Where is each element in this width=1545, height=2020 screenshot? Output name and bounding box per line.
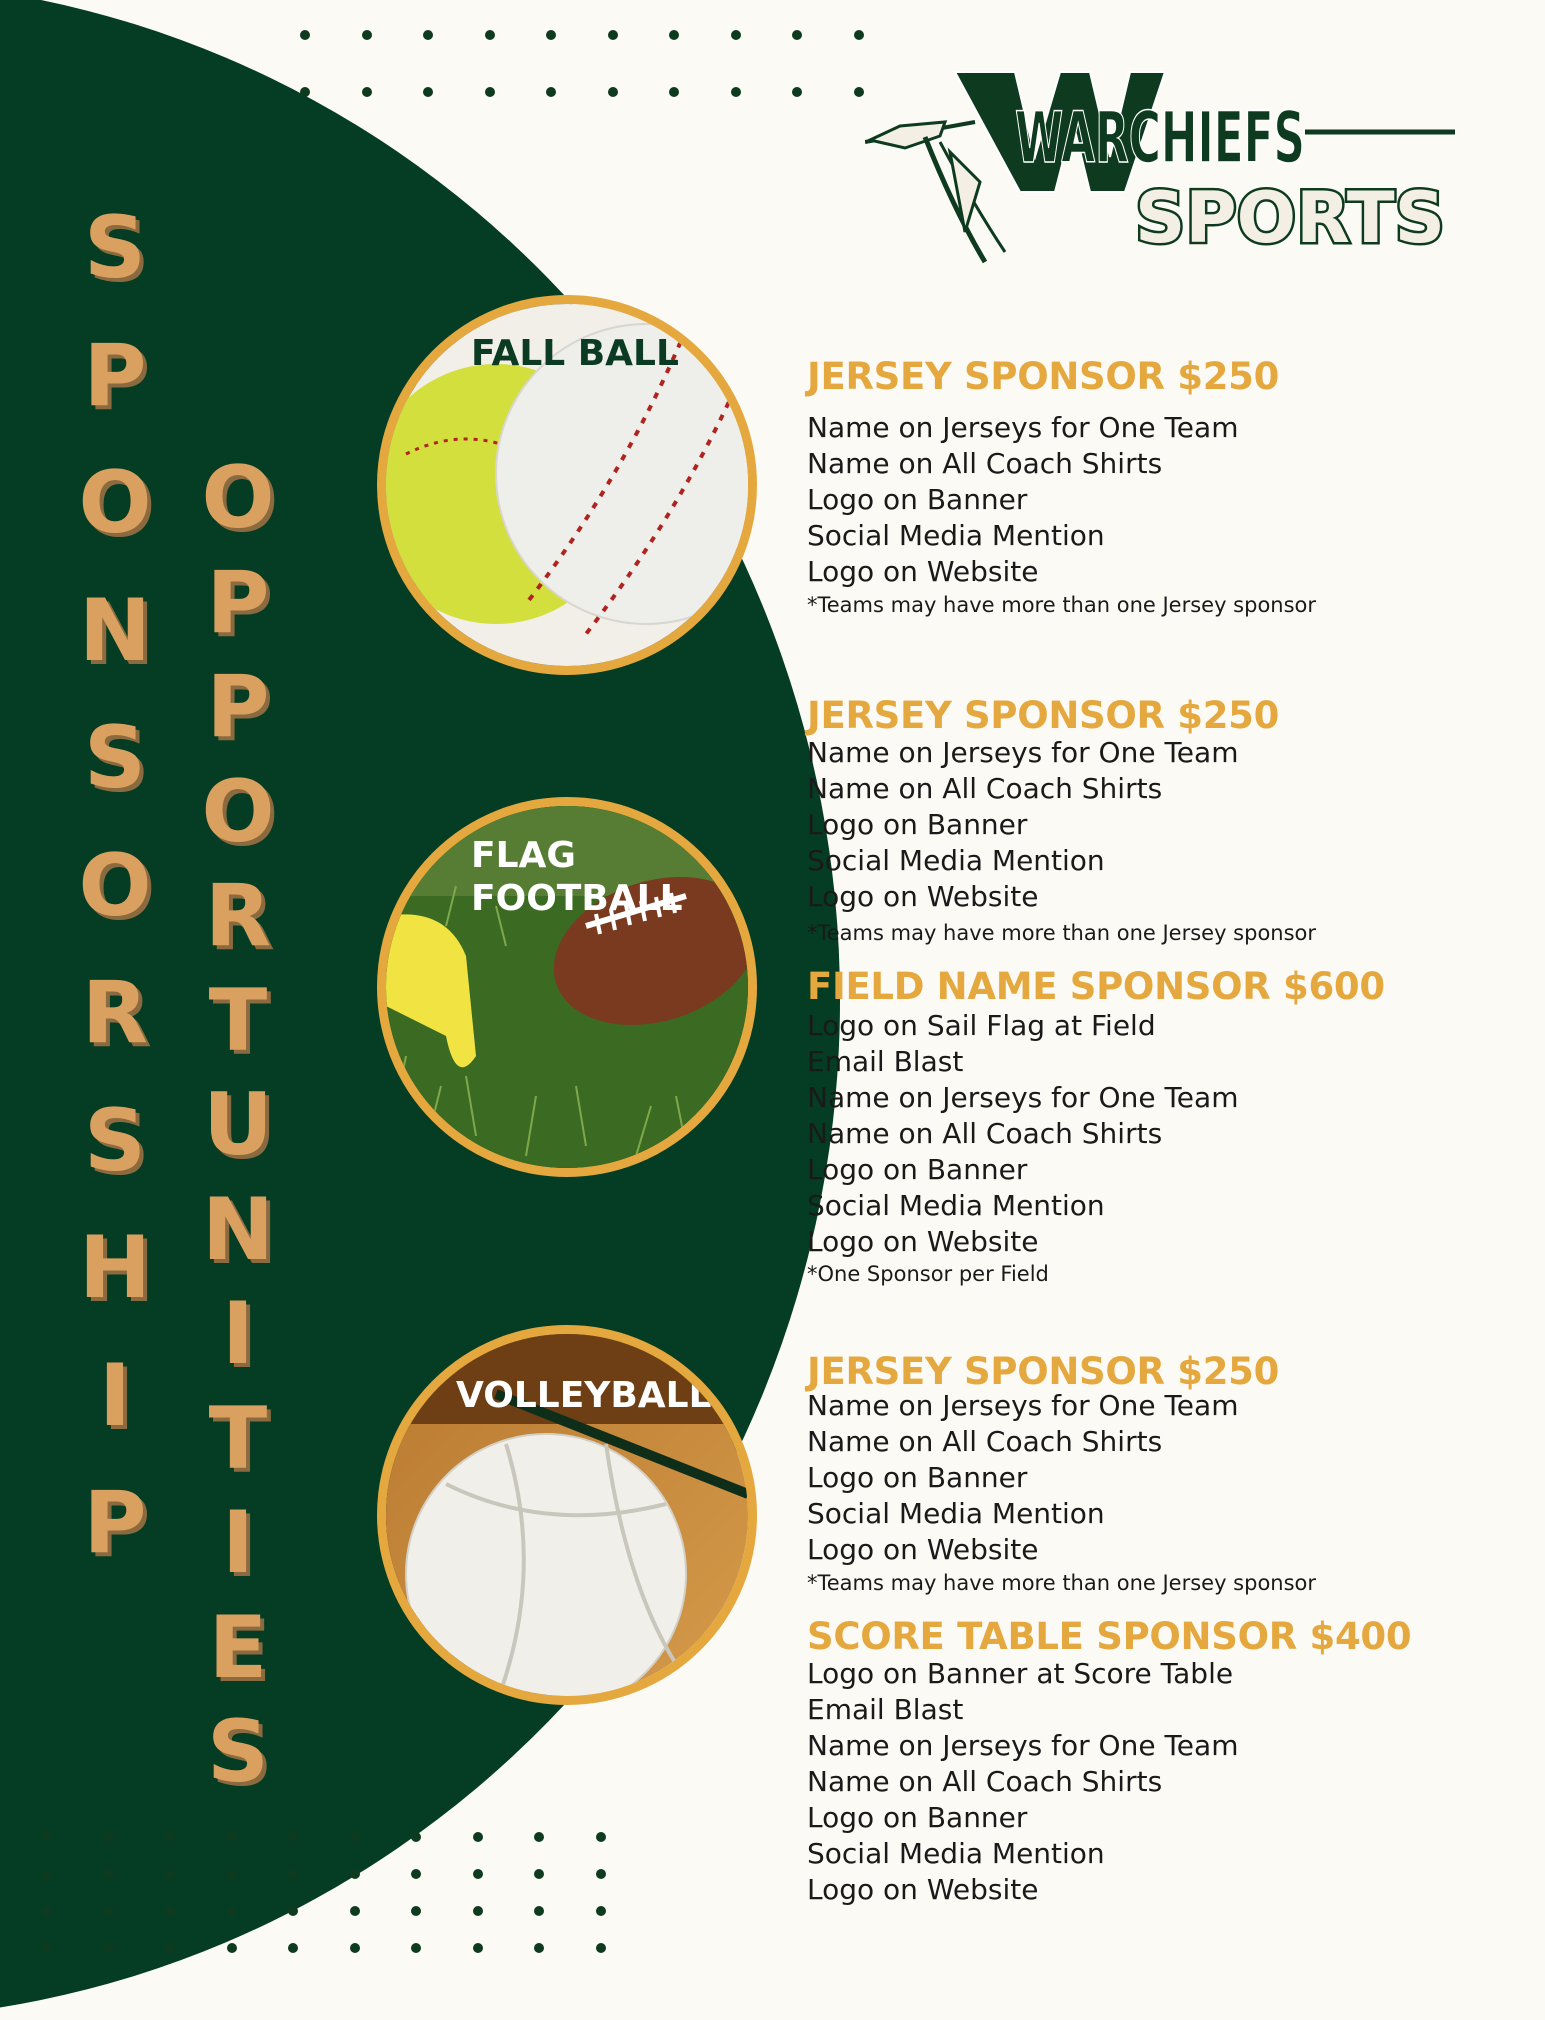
- decorative-dot: [350, 1869, 360, 1879]
- volleyball-icon: [406, 1434, 686, 1696]
- list-item: Name on All Coach Shirts: [807, 772, 1163, 805]
- list-item: Name on All Coach Shirts: [807, 1117, 1163, 1150]
- decorative-dot: [608, 30, 618, 40]
- warchiefs-sports-logo: [865, 62, 1465, 272]
- package-note: *One Sponsor per Field: [807, 1262, 1049, 1286]
- title-letter: O: [78, 835, 152, 936]
- list-item: Name on All Coach Shirts: [807, 1425, 1163, 1458]
- package-items-flag-football-jersey: [807, 735, 1238, 915]
- list-item: Logo on Banner at Score Table: [807, 1657, 1234, 1690]
- decorative-dot: [473, 1906, 483, 1916]
- list-item: Email Blast: [807, 1045, 964, 1078]
- title-letter: R: [204, 866, 272, 966]
- decorative-dot: [362, 30, 372, 40]
- decorative-dot: [411, 1943, 421, 1953]
- decorative-dot: [288, 1869, 298, 1879]
- title-letter: T: [208, 1388, 268, 1489]
- decorative-dot: [411, 1869, 421, 1879]
- title-letter: S: [84, 708, 146, 808]
- decorative-dot: [104, 1906, 114, 1916]
- list-item: Name on All Coach Shirts: [807, 1765, 1163, 1798]
- decorative-dot: [534, 1906, 544, 1916]
- title-letter: P: [83, 325, 147, 426]
- list-item: Name on Jerseys for One Team: [807, 1729, 1239, 1762]
- decorative-dot: [300, 30, 310, 40]
- decorative-dot: [42, 1832, 52, 1842]
- decorative-dot: [288, 1906, 298, 1916]
- package-items-volleyball-jersey: [807, 1388, 1238, 1568]
- title-letter: S: [207, 1702, 269, 1802]
- decorative-dot: [596, 1832, 606, 1842]
- decorative-dot: [423, 87, 433, 97]
- title-letter: E: [208, 1597, 268, 1698]
- title-letter: I: [222, 1284, 254, 1384]
- package-title-score-table: SCORE TABLE SPONSOR $400: [807, 1615, 1412, 1658]
- decorative-dot: [288, 1943, 298, 1953]
- title-letter: N: [79, 580, 151, 681]
- decorative-dot: [411, 1906, 421, 1916]
- decorative-dot: [596, 1943, 606, 1953]
- title-letter: R: [81, 963, 149, 1063]
- decorative-dot: [731, 30, 741, 40]
- decorative-dot: [854, 30, 864, 40]
- title-letter: S: [84, 198, 146, 298]
- decorative-dot: [350, 1832, 360, 1842]
- logo-line2: SPORTS: [1135, 177, 1445, 259]
- sport-label-volleyball: VOLLEYBALL: [456, 1375, 712, 1416]
- list-item: Name on Jerseys for One Team: [807, 736, 1239, 769]
- list-item: Logo on Banner: [807, 1801, 1028, 1834]
- title-letter: T: [208, 970, 268, 1071]
- list-item: Logo on Website: [807, 1873, 1039, 1906]
- decorative-dot: [288, 1832, 298, 1842]
- decorative-dot: [350, 1906, 360, 1916]
- sport-label-fall-ball: FALL BALL: [471, 333, 679, 374]
- decorative-dot: [669, 30, 679, 40]
- package-note: *Teams may have more than one Jersey sponsor: [807, 1571, 1317, 1595]
- decorative-dot: [546, 30, 556, 40]
- package-title-field-name: FIELD NAME SPONSOR $600: [807, 965, 1385, 1008]
- list-item: Logo on Banner: [807, 483, 1028, 516]
- decorative-dot: [411, 1832, 421, 1842]
- decorative-dot: [104, 1943, 114, 1953]
- decorative-dot: [165, 1832, 175, 1842]
- decorative-dot: [608, 87, 618, 97]
- list-item: Logo on Banner: [807, 1153, 1028, 1186]
- decorative-dot: [485, 30, 495, 40]
- package-note: *Teams may have more than one Jersey sponsor: [807, 921, 1317, 945]
- package-title-fall-ball-jersey: JERSEY SPONSOR $250: [807, 355, 1280, 398]
- package-items-score-table: [807, 1656, 1238, 1908]
- decorative-dot: [473, 1832, 483, 1842]
- decorative-dot: [669, 87, 679, 97]
- list-item: Social Media Mention: [807, 1497, 1105, 1530]
- decorative-dot: [731, 87, 741, 97]
- decorative-dot: [104, 1869, 114, 1879]
- title-letter: I: [222, 1493, 254, 1593]
- decorative-dot: [792, 87, 802, 97]
- title-letter: S: [84, 1090, 146, 1191]
- package-items-field-name: [807, 1008, 1238, 1260]
- decorative-dot: [165, 1943, 175, 1953]
- list-item: Social Media Mention: [807, 519, 1105, 552]
- title-letter: P: [206, 552, 270, 653]
- list-item: Social Media Mention: [807, 1189, 1105, 1222]
- decorative-dot: [534, 1869, 544, 1879]
- logo-line1: WARCHIEFS: [1015, 97, 1305, 179]
- decorative-dot: [362, 87, 372, 97]
- volleyball-photo: [377, 1325, 757, 1705]
- list-item: Logo on Website: [807, 880, 1039, 913]
- fall-ball-photo: [377, 295, 757, 675]
- decorative-dot: [473, 1869, 483, 1879]
- package-title-volleyball-jersey: JERSEY SPONSOR $250: [807, 1350, 1280, 1393]
- title-letter: I: [99, 1345, 131, 1446]
- title-letter: O: [201, 448, 275, 548]
- package-items-fall-ball-jersey: [807, 410, 1238, 590]
- decorative-dot: [227, 1869, 237, 1879]
- decorative-dot: [350, 1943, 360, 1953]
- list-item: Name on Jerseys for One Team: [807, 1389, 1239, 1422]
- decorative-dot: [42, 1943, 52, 1953]
- sport-label-flag: FLAG: [471, 835, 576, 876]
- decorative-dot: [854, 87, 864, 97]
- decorative-dot: [42, 1869, 52, 1879]
- title-letter: U: [203, 1075, 273, 1175]
- title-letter: H: [79, 1218, 151, 1318]
- decorative-dot: [227, 1906, 237, 1916]
- list-item: Name on Jerseys for One Team: [807, 411, 1239, 444]
- decorative-dot: [792, 30, 802, 40]
- list-item: Logo on Banner: [807, 808, 1028, 841]
- sport-label-flag-football: [471, 834, 683, 920]
- decorative-dot: [485, 87, 495, 97]
- list-item: Social Media Mention: [807, 844, 1105, 877]
- decorative-dot: [42, 1906, 52, 1916]
- list-item: Social Media Mention: [807, 1837, 1105, 1870]
- list-item: Name on All Coach Shirts: [807, 447, 1163, 480]
- list-item: Name on Jerseys for One Team: [807, 1081, 1239, 1114]
- sport-label-football: FOOTBALL: [471, 878, 683, 920]
- flag-football-photo: [377, 797, 757, 1177]
- decorative-dot: [227, 1832, 237, 1842]
- decorative-dot: [165, 1869, 175, 1879]
- list-item: Logo on Website: [807, 555, 1039, 588]
- title-letter: P: [83, 1473, 147, 1573]
- list-item: Logo on Website: [807, 1225, 1039, 1258]
- decorative-dot: [534, 1832, 544, 1842]
- arrowhead-icon: [865, 122, 1005, 262]
- package-title-flag-football-jersey: JERSEY SPONSOR $250: [807, 694, 1280, 737]
- decorative-dot: [534, 1943, 544, 1953]
- decorative-dot: [473, 1943, 483, 1953]
- list-item: Logo on Banner: [807, 1461, 1028, 1494]
- decorative-dot: [596, 1869, 606, 1879]
- list-item: Email Blast: [807, 1693, 964, 1726]
- decorative-dot: [596, 1906, 606, 1916]
- decorative-dot: [300, 87, 310, 97]
- title-letter: O: [78, 453, 152, 553]
- decorative-dot: [546, 87, 556, 97]
- title-letter: P: [206, 657, 270, 757]
- decorative-dot: [104, 1832, 114, 1842]
- title-letter: O: [201, 761, 275, 862]
- list-item: Logo on Sail Flag at Field: [807, 1009, 1156, 1042]
- decorative-dot: [165, 1906, 175, 1916]
- list-item: Logo on Website: [807, 1533, 1039, 1566]
- decorative-dot: [423, 30, 433, 40]
- decorative-dot: [227, 1943, 237, 1953]
- title-letter: N: [202, 1179, 274, 1280]
- package-note: *Teams may have more than one Jersey sponsor: [807, 593, 1317, 617]
